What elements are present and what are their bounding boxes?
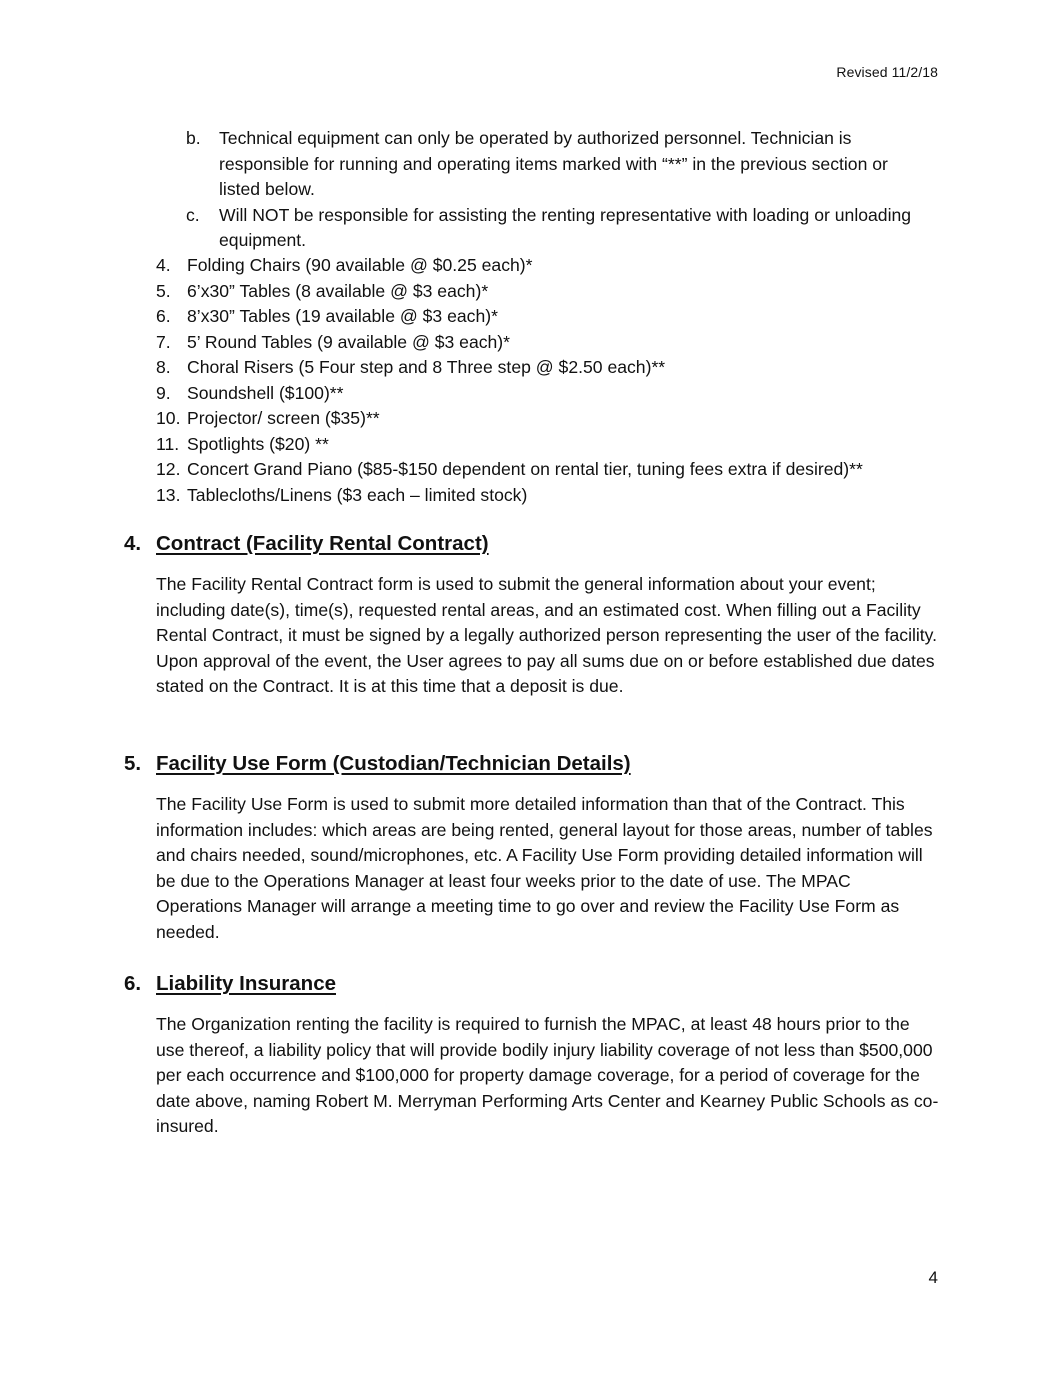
list-item-text: 5’ Round Tables (9 available @ $3 each)*	[187, 331, 511, 352]
list-item	[156, 253, 956, 279]
section-heading	[124, 530, 939, 558]
list-marker: 8.	[156, 357, 171, 377]
list-item	[156, 355, 956, 381]
list-item-text: Spotlights ($20) **	[187, 433, 329, 454]
list-item	[156, 457, 956, 483]
list-item	[156, 381, 956, 407]
section-facility-use-form	[124, 750, 939, 945]
list-item	[156, 330, 956, 356]
section-paragraph: The Facility Rental Contract form is used to submit the general information about your event; including date(s), time(s), requested rental areas, and an estimated cost. When filling out a Facility Rental Contract, it must be signed by a legally authorized person representing the user of the facility. Upon approval of the event, the User agrees to pay all sums due on or before established due dates stated on the Contract. It is at this time that a deposit is due.	[156, 574, 938, 696]
list-item	[186, 203, 926, 254]
list-marker: 7.	[156, 331, 171, 352]
list-marker: c.	[186, 204, 200, 225]
equipment-list	[156, 253, 956, 508]
list-item-text: Technical equipment can only be operated by authorized personnel. Technician is responsible for running and operating items marked with “**” in the previous section or listed below.	[219, 128, 888, 199]
section-paragraph: The Organization renting the facility is required to furnish the MPAC, at least 48 hours prior to the use thereof, a liability policy that will provide bodily injury liability coverage of not less than $500,000 per each occurrence and $100,000 for property damage coverage, for a period of coverage for the date above, naming Robert M. Merryman Performing Arts Center and Kearney Public Schools as co-insured.	[156, 1014, 939, 1136]
list-item-text: 8’x30” Tables (19 available @ $3 each)*	[187, 306, 498, 326]
list-item-text: Concert Grand Piano ($85-$150 dependent on rental tier, tuning fees extra if desired)**	[187, 459, 863, 479]
section-title: Facility Use Form (Custodian/Technician Details)	[156, 752, 631, 775]
revision-date: Revised 11/2/18	[836, 64, 938, 80]
section-number: 4.	[124, 532, 142, 555]
list-marker: 10.	[156, 408, 181, 428]
list-marker: 6.	[156, 306, 171, 326]
list-marker: b.	[186, 128, 201, 148]
list-item	[186, 126, 926, 203]
list-item-text: Will NOT be responsible for assisting the renting representative with loading or unloading equipment.	[219, 204, 912, 250]
list-item	[156, 406, 956, 432]
list-item-text: Projector/ screen ($35)**	[187, 408, 380, 428]
list-item-text: 6’x30” Tables (8 available @ $3 each)*	[187, 280, 489, 301]
list-item-text: Soundshell ($100)**	[187, 382, 344, 403]
list-marker: 13.	[156, 484, 181, 505]
list-marker: 11.	[156, 433, 180, 454]
list-item	[156, 432, 956, 458]
list-marker: 5.	[156, 280, 171, 301]
section-heading	[124, 750, 939, 778]
section-title: Contract (Facility Rental Contract)	[156, 532, 489, 555]
section-title: Liability Insurance	[156, 972, 336, 995]
list-item	[156, 483, 956, 509]
list-marker: 4.	[156, 255, 171, 275]
page-number: 4	[928, 1268, 938, 1287]
section-liability-insurance	[124, 970, 939, 1140]
section-number: 6.	[124, 972, 142, 995]
section-contract	[124, 530, 939, 700]
section-paragraph: The Facility Use Form is used to submit more detailed information than that of the Contract. This information includes: which areas are being rented, general layout for those areas, number of tables and chairs needed, sound/microphones, etc. A Facility Use Form providing detailed information will be due to the Operations Manager at least four weeks prior to the date of use. The MPAC Operations Manager will arrange a meeting time to go over and review the Facility Use Form as needed.	[156, 794, 933, 942]
list-item	[156, 279, 956, 305]
list-item	[156, 304, 956, 330]
section-number: 5.	[124, 752, 142, 775]
list-item-text: Folding Chairs (90 available @ $0.25 each)*	[187, 255, 533, 275]
list-item-text: Tablecloths/Linens ($3 each – limited stock)	[187, 484, 528, 505]
list-marker: 9.	[156, 382, 171, 403]
list-marker: 12.	[156, 459, 181, 479]
section-heading	[124, 970, 939, 998]
sub-list	[186, 126, 926, 254]
list-item-text: Choral Risers (5 Four step and 8 Three step @ $2.50 each)**	[187, 357, 666, 377]
